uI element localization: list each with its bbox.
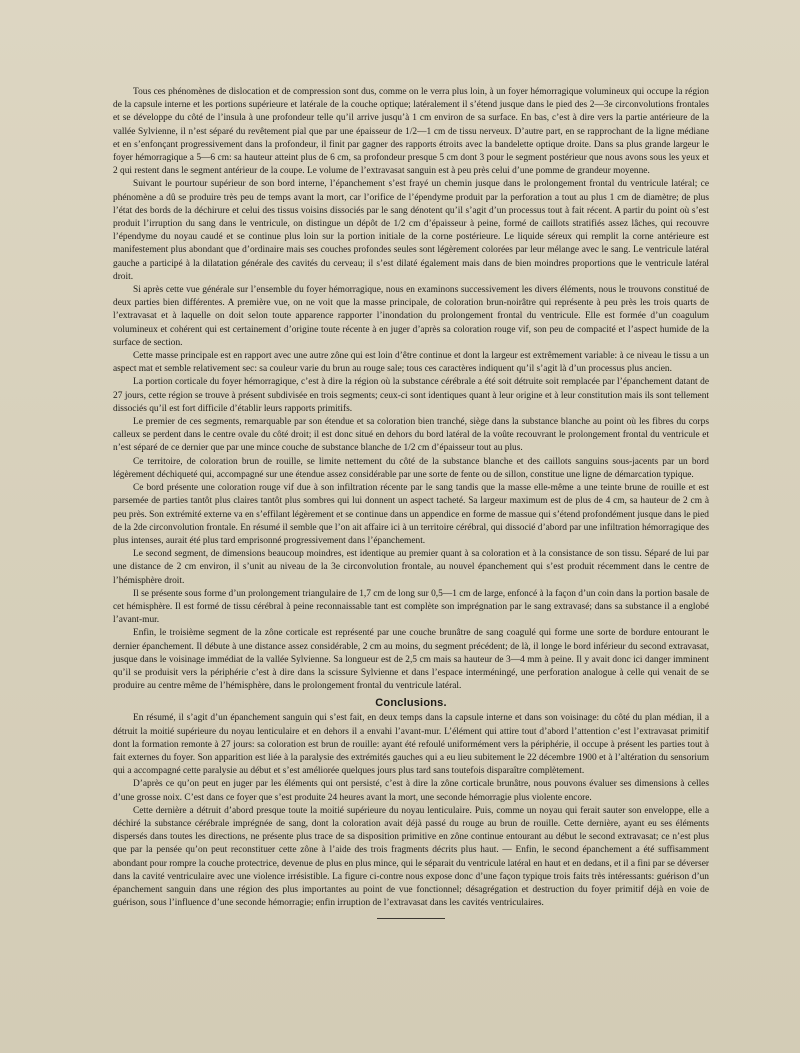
paragraph-7: Ce territoire, de coloration brun de rouille, se limite nettement du côté de la substance blanche et des caillots sanguins sous-jacents par un bord légèrement déchiqueté qui, accompagné sur une étendue assez considérable par une sorte de fente ou de sillon, constitue une ligne de démarcation typique. <box>113 456 709 480</box>
end-rule <box>377 918 445 919</box>
paragraph-1: Tous ces phénomènes de dislocation et de compression sont dus, comme on le verra plus loin, à un foyer hémorragique volumineux qui occupe la région de la capsule interne et les portions supérieure et latérale de la couche optique; latéralement il s’étend jusque dans le pied des 2—3e circonvolutions frontales et se développe du côté de l’insula à une profondeur telle qu’il arrive jusqu’à 1 cm environ de sa surface. En bas, c’est à dire vers la partie antérieure de la vallée Sylvienne, il n’est séparé du revêtement pial que par une épaisseur de 1/2—1 cm de tissu nerveux. D’autre part, en se rapprochant de la ligne médiane et en s’enfonçant progressivement dans la profondeur, il finit par gagner des rapports étroits avec la bandelette optique droite. Dans sa plus grande largeur le foyer hémorragique a 5—6 cm: sa hauteur atteint plus de 6 cm, sa profondeur presque 5 cm dont 3 pour le segment postérieur que nous avons sous les yeux et 2 qui restent dans le segment antérieur de la coupe. Le volume de l’extravasat sanguin est à peu près celui d’une pomme de grandeur moyenne. <box>113 87 709 177</box>
paragraph-11: Enfin, le troisième segment de la zône corticale est représenté par une couche brunâtre de sang coagulé qui forme une sorte de bordure entourant le dernier épanchement. Il débute à une distance assez considérable, 2 cm au moins, du segment précédent; de là, il longe le bord inférieur du second extravasat, jusque dans le voisinage immédiat de la vallée Sylvienne. Sa longueur est de 2,5 cm mais sa hauteur de 3—4 mm à peine. Il y avait donc ici danger imminent qu’il se produisit vers la périphérie c’est à dire dans la scissure Sylvienne et dans l’espace interméningé, une perforation analogue à celle qui venait de se produire au centre même de l’hémisphère, dans le prolongement frontal du ventricule latéral. <box>113 628 709 692</box>
paragraph-9: Le second segment, de dimensions beaucoup moindres, est identique au premier quant à sa coloration et à la consistance de son tissu. Séparé de lui par une distance de 2 cm environ, il s’unit au niveau de la 3e circonvolution frontale, au nouvel épanchement qui s’est produit récemment dans le centre de l’hémisphère droit. <box>113 549 709 586</box>
paragraph-2: Suivant le pourtour supérieur de son bord interne, l’épanchement s’est frayé un chemin jusque dans le prolongement frontal du ventricule latéral; ce phénomène a dû se produire très peu de temps avant la mort, car l’orifice de l’épendyme produit par la perforation a tout au plus 1 cm de diamètre; de plus l’état des bords de la déchirure et celui des tissus voisins dissociés par le sang dénotent qu’il s’agit d’un processus tout à fait récent. A partir du point où s’est produit l’irruption du sang dans le ventricule, on distingue un dépôt de 1/2 cm d’épaisseur à peine, formé de caillots stratifiés assez lâches, qui recouvre l’épendyme du noyau caudé et se continue plus loin sur la portion initiale de la corne postérieure. Le liquide séreux qui remplit la corne antérieure est manifestement plus abondant que d’ordinaire mais ses couches profondes seules sont légèrement colorées par leur mélange avec le sang. Le ventricule latéral gauche a participé à la dilatation générale des cavités du cerveau; il s’est dilaté également mais dans de bien moindres proportions que le ventricule latéral droit. <box>113 179 709 282</box>
paragraph-8: Ce bord présente une coloration rouge vif due à son infiltration récente par le sang tandis que la masse elle-même a une teinte brune de rouille et est parsemée de parties tantôt plus claires tantôt plus sombres qui lui donnent un aspect tacheté. Sa largeur maximum est de plus de 4 cm, sa hauteur de 2 cm à peu près. Son extrémité externe va en s’effilant légèrement et se continue dans un appendice en forme de massue qui s’étend profondément jusque dans le pied de la 2de circonvolution frontale. En résumé il semble que l’on ait affaire ici à un territoire cérébral, qui dissocié d’abord par une infiltration hémorragique des plus intenses, aurait été plus tard emprisonné progressivement dans l’épanchement. <box>113 483 709 546</box>
paragraph-5: La portion corticale du foyer hémorragique, c’est à dire la région où la substance cérébrale a été soit détruite soit remplacée par l’épanchement datant de 27 jours, cette région se trouve à présent subdivisée en trois segments; ceux-ci sont identiques quant à leur origine et à leur constitution mais ils sont tellement dissociés qu’il est fort difficile d’établir leurs rapports primitifs. <box>113 377 709 414</box>
conclusion-paragraph-2: D’après ce qu’on peut en juger par les éléments qui ont persisté, c’est à dire la zône corticale brunâtre, nous pouvons évaluer ses dimensions à celles d’une grosse noix. C’est dans ce foyer que s’est produite 24 heures avant la mort, une seconde hémorragie plus violente encore. <box>113 779 709 803</box>
conclusion-paragraph-3: Cette dernière a détruit d’abord presque toute la moitié supérieure du noyau lenticulaire. Puis, comme un noyau qui ferait sauter son enveloppe, elle a déchiré la substance cérébrale imprégnée de sang, dont la coloration avait déjà passé du rouge au brun de rouille. Cette dernière, ayant eu ses éléments dispersés dans toutes les directions, ne présente plus trace de sa disposition primitive en zône continue entourant au début le second extravasat; ce n’est plus que par la pensée qu’on peut reconstituer cette zône à l’aide des trois fragments décrits plus haut. — Enfin, le second épanchement a été suffisamment abondant pour rompre la couche protectrice, devenue de plus en plus mince, qui le séparait du ventricule latéral en haut et en dedans, et il a fini par se déverser dans la cavité ventriculaire avec une violence irrésistible. La figure ci-contre nous expose donc d’une façon typique trois faits très intéressants: guérison d’un épanchement sanguin dans une région des plus importantes au point de vue fonctionnel; désagrégation et destruction du foyer primitif déjà en voie de guérison, sous l’influence d’une seconde hémorragie; enfin irruption de l’extravasat dans les cavités ventriculaires. <box>113 805 709 909</box>
paragraph-10: Il se présente sous forme d’un prolongement triangulaire de 1,7 cm de long sur 0,5—1 cm de large, enfoncé à la façon d’un coin dans la portion basale de cet hémisphère. Il est formé de tissu cérébral à peine reconnaissable tant est complète son imprégnation par le sang extravasé; dans sa substance il a englobé l’avant-mur. <box>113 588 709 626</box>
paragraph-3: Si après cette vue générale sur l’ensemble du foyer hémorragique, nous en examinons successivement les divers éléments, nous le trouvons constitué de deux parties bien différentes. A première vue, on ne voit que la masse principale, de coloration brun-noirâtre qui représente à peu près les trois quarts de l’extravasat et à laquelle on doit selon toute apparence rapporter l’inondation du prolongement frontal du ventricule. Elle est formée d’un coagulum volumineux et cohérent qui est certainement d’origine toute récente à en juger d’après sa coloration rouge vif, son peu de compacité et l’aspect humide de la surface de section. <box>113 285 709 348</box>
paragraph-4: Cette masse principale est en rapport avec une autre zône qui est loin d’être continue et dont la largeur est extrêmement variable: à ce niveau le tissu a un aspect mat et semble relativement sec: sa couleur varie du brun au rouge sale; tous ces caractères indiquent qu’il s’agit là d’un processus plus ancien. <box>113 351 709 375</box>
section-heading: Conclusions. <box>375 697 447 710</box>
paragraph-6: Le premier de ces segments, remarquable par son étendue et sa coloration bien tranché, siège dans la substance blanche au point où les fibres du corps calleux se perdent dans le centre ovale du côté droit; il est donc situé en dehors du bord latéral de la voûte recouvrant le prolongement frontal du ventricule et n’est séparé de ce dernier que par une mince couche de substance blanche de 1/2 cm d’épaisseur tout au plus. <box>113 417 709 454</box>
article-body <box>113 86 709 919</box>
conclusion-paragraph-1: En résumé, il s’agit d’un épanchement sanguin qui s’est fait, en deux temps dans la capsule interne et dans son voisinage: du côté du plan médian, il a détruit la moitié supérieure du noyau lenticulaire et en dehors il a envahi l’avant-mur. L’élément qui attire tout d’abord l’attention c’est l’extravasat primitif dont la formation remonte à 27 jours: sa coloration est brun de rouille: ayant été refoulé uniformément vers la périphérie, il occupe à présent les parties tout à fait externes du foyer. Son apparition est liée à la paralysie des extrémités gauches qui a eu lieu subitement le 22 décembre 1900 et à l’altération du sensorium qui a accompagné cette paralysie au début et s’est améliorée quelques jours plus tard sans toutefois disparaître complètement. <box>113 713 709 777</box>
